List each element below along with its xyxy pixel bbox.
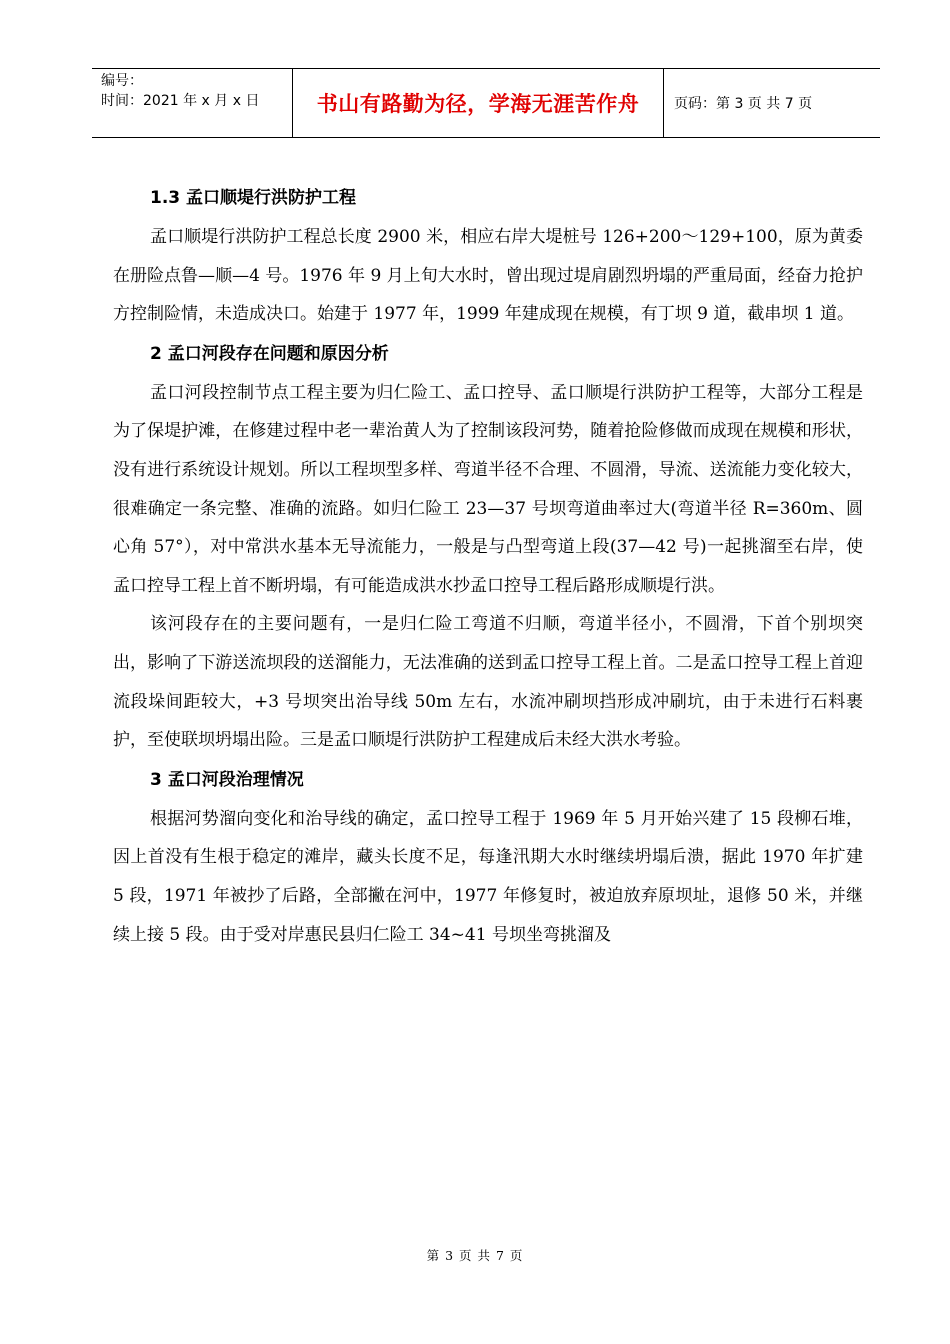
document-number-label: 编号： [101, 73, 143, 89]
section-2 [113, 334, 863, 760]
page-header [92, 68, 880, 138]
header-motto: 书山有路勤为径，学海无涯苦作舟 [292, 69, 664, 137]
document-time-label: 时间：2021 年 x 月 x 日 [101, 93, 260, 109]
section-heading: 1.3 孟口顺堤行洪防护工程 [150, 188, 357, 208]
document-body [113, 178, 863, 954]
body-paragraph: 孟口河段控制节点工程主要为归仁险工、孟口控导、孟口顺堤行洪防护工程等，大部分工程是为了保堤护滩，在修建过程中老一辈治黄人为了控制该段河势，随着抢险修做而成现在规模和形状，没有进行系统设计规划。所以工程坝型多样、弯道半径不合理、不圆滑，导流、送流能力变化较大，很难确定一条完整、准确的流路。如归仁险工 23—37 号坝弯道曲率过大(弯道半径 R=360m、圆心角 57°），对中常洪水基本无导流能力，一般是与凸型弯道上段(37—42 号)一起挑溜至右岸，使孟口控导工程上首不断坍塌，有可能造成洪水抄孟口控导工程后路形成顺堤行洪。 [113, 382, 863, 596]
body-paragraph: 该河段存在的主要问题有，一是归仁险工弯道不归顺，弯道半径小，不圆滑，下首个别坝突出，影响了下游送流坝段的送溜能力，无法准确的送到孟口控导工程上首。二是孟口控导工程上首迎流段垛间距较大，+3 号坝突出治导线 50m 左右，水流冲刷坝挡形成冲刷坑，由于未进行石料裹护，至使联坝坍塌出险。三是孟口顺堤行洪防护工程建成后未经大洪水考验。 [113, 614, 863, 751]
section-1-3 [113, 178, 863, 334]
body-paragraph: 根据河势溜向变化和治导线的确定，孟口控导工程于 1969 年 5 月开始兴建了 15 段柳石堆，因上首没有生根于稳定的滩岸，藏头长度不足，每逢汛期大水时继续坍塌后溃，据此 1970 年扩建 5 段，1971 年被抄了后路，全部撇在河中，1977 年修复时，被迫放弃原坝址，退修 50 米，并继续上接 5 段。由于受对岸惠民县归仁险工 34~41 号坝坐弯挑溜及 [113, 808, 863, 945]
section-heading: 3 孟口河段治理情况 [150, 769, 304, 790]
section-heading: 2 孟口河段存在问题和原因分析 [150, 343, 389, 364]
body-paragraph: 孟口顺堤行洪防护工程总长度 2900 米，相应右岸大堤桩号 126+200～129+100，原为黄委在册险点鲁—顺—4 号。1976 年 9 月上旬大水时，曾出现过堤肩剧烈坍塌的严重局面，经奋力抢护方控制险情，未造成决口。始建于 1977 年，1999 年建成现在规模，有丁坝 9 道，截串坝 1 道。 [113, 227, 863, 325]
header-info-cell [92, 69, 292, 137]
page-footer: 第 3 页 共 7 页 [426, 1248, 524, 1263]
header-page-number: 页码：第 3 页 共 7 页 [674, 96, 813, 112]
section-3 [113, 760, 863, 954]
